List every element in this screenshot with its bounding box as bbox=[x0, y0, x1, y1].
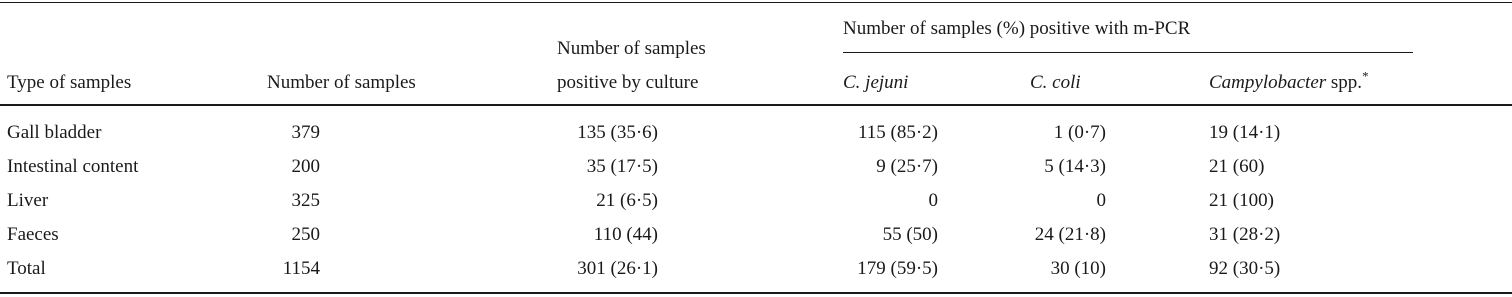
table-cell-coli: 30 (10) bbox=[1050, 258, 1106, 279]
header-culture-line2: positive by culture bbox=[557, 72, 699, 93]
table-cell-coli: 0 bbox=[1096, 190, 1106, 211]
table-cell-spp: 92 (30·5) bbox=[1209, 258, 1281, 279]
table-cell-spp: 19 (14·1) bbox=[1209, 122, 1281, 143]
table-cell-jejuni: 0 bbox=[928, 190, 938, 211]
table-cell-culture: 110 (44) bbox=[593, 224, 658, 245]
table-cell-jejuni: 9 (25·7) bbox=[876, 156, 938, 177]
header-spp-footnote-mark: * bbox=[1362, 68, 1369, 84]
table-header-rule bbox=[0, 104, 1512, 106]
table-cell-culture: 21 (6·5) bbox=[596, 190, 658, 211]
header-number: Number of samples bbox=[267, 72, 416, 93]
table-cell-type: Intestinal content bbox=[7, 156, 139, 177]
table-cell-coli: 5 (14·3) bbox=[1044, 156, 1106, 177]
table-bottom-rule bbox=[0, 292, 1512, 294]
table-cell-culture: 35 (17·5) bbox=[586, 156, 658, 177]
table-cell-spp: 31 (28·2) bbox=[1209, 224, 1281, 245]
table-cell-number: 1154 bbox=[282, 258, 320, 279]
header-type: Type of samples bbox=[7, 72, 132, 93]
table-top-rule bbox=[0, 2, 1512, 3]
header-spp-genus: Campylobacter bbox=[1209, 72, 1327, 93]
table-cell-number: 250 bbox=[291, 224, 320, 245]
header-spp bbox=[1209, 68, 1369, 95]
table-cell-type: Total bbox=[7, 258, 46, 279]
table-cell-number: 325 bbox=[291, 190, 320, 211]
group-header-text: Number of samples (%) positive with m-PCR bbox=[843, 18, 1191, 39]
header-spp-suffix: spp. bbox=[1326, 72, 1363, 93]
table-cell-number: 200 bbox=[291, 156, 320, 177]
table-cell-jejuni: 179 (59·5) bbox=[857, 258, 938, 279]
header-coli: C. coli bbox=[1030, 72, 1081, 93]
table-cell-culture: 301 (26·1) bbox=[577, 258, 658, 279]
table-cell-spp: 21 (60) bbox=[1209, 156, 1265, 177]
table-cell-spp: 21 (100) bbox=[1209, 190, 1274, 211]
table-cell-type: Faeces bbox=[7, 224, 59, 245]
header-jejuni: C. jejuni bbox=[843, 72, 909, 93]
table-cell-type: Gall bladder bbox=[7, 122, 102, 143]
group-header bbox=[843, 17, 1190, 41]
table-cell-coli: 24 (21·8) bbox=[1034, 224, 1106, 245]
group-header-underline bbox=[843, 52, 1413, 53]
table-cell-type: Liver bbox=[7, 190, 49, 211]
table-cell-coli: 1 (0·7) bbox=[1053, 122, 1106, 143]
table-cell-number: 379 bbox=[291, 122, 320, 143]
table-cell-jejuni: 55 (50) bbox=[882, 224, 938, 245]
table-cell-jejuni: 115 (85·2) bbox=[857, 122, 938, 143]
table-cell-culture: 135 (35·6) bbox=[577, 122, 658, 143]
header-culture-line1: Number of samples bbox=[557, 38, 706, 59]
